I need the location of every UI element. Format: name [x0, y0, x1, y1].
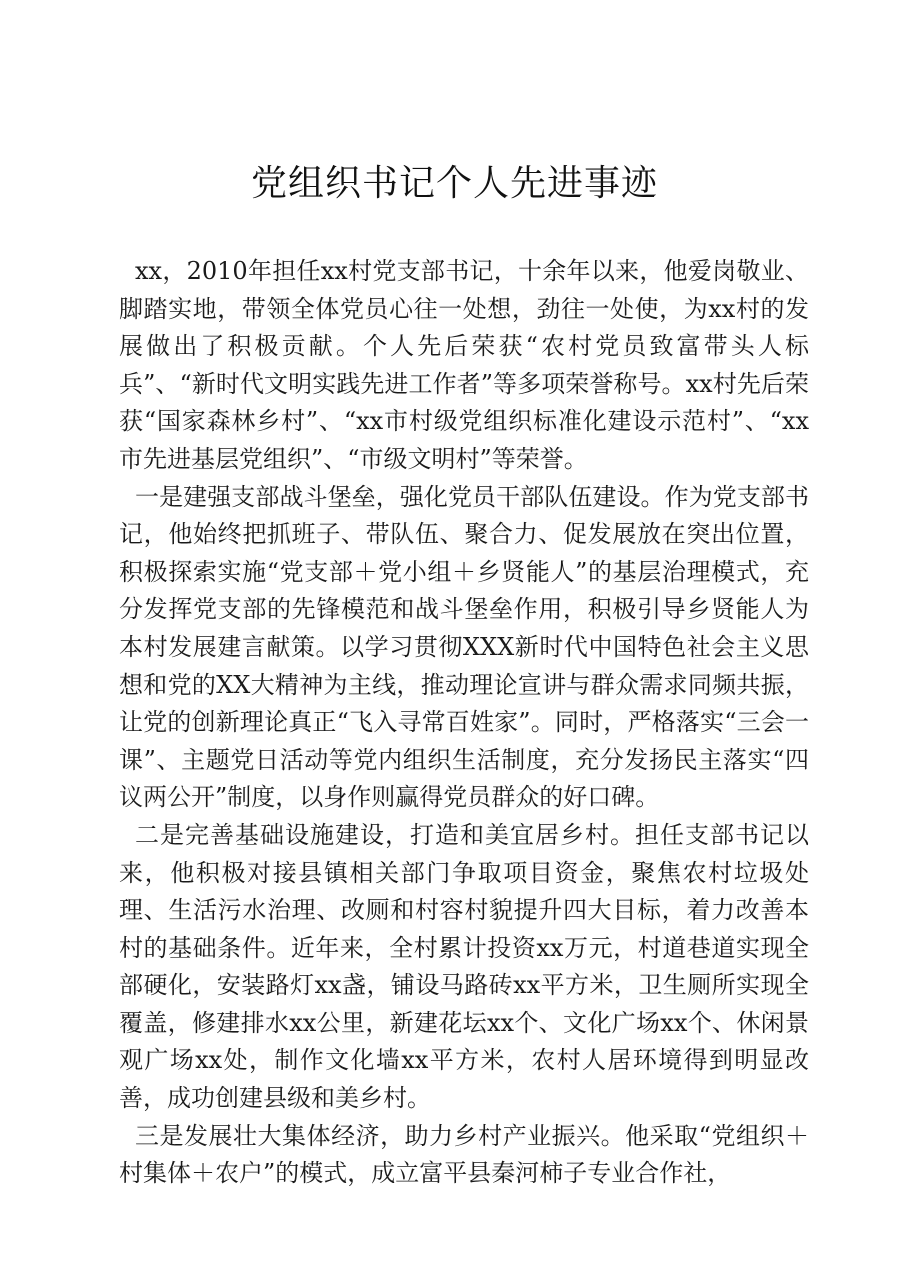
paragraph-infrastructure: 二是完善基础设施建设，打造和美宜居乡村。担任支部书记以来，他积极对接县镇相关部门争取项目资金，聚焦农村垃圾处理、生活污水治理、改厕和村容村貌提升四大目标，着力改善本村的基础条件。近年来，全村累计投资xx万元，村道巷道实现全部硬化，安装路灯xx盏，铺设马路砖xx平方米，卫生厕所实现全覆盖，修建排水xx公里，新建花坛xx个、文化广场xx个、休闲景观广场xx处，制作文化墙xx平方米，农村人居环境得到明显改善，成功创建县级和美乡村。 — [119, 820, 809, 1113]
document-body — [119, 253, 809, 1193]
document-title: 党组织书记个人先进事迹 — [250, 163, 658, 204]
paragraph-party-branch: 一是建强支部战斗堡垒，强化党员干部队伍建设。作为党支部书记，他始终把抓班子、带队伍、聚合力、促发展放在突出位置，积极探索实施“党支部＋党小组＋乡贤能人”的基层治理模式，充分发挥党支部的先锋模范和战斗堡垒作用，积极引导乡贤能人为本村发展建言献策。以学习贯彻XXX新时代中国特色社会主义思想和党的XX大精神为主线，推动理论宣讲与群众需求同频共振，让党的创新理论真正“飞入寻常百姓家”。同时，严格落实“三会一课”、主题党日活动等党内组织生活制度，充分发扬民主落实“四议两公开”制度，以身作则赢得党员群众的好口碑。 — [119, 482, 809, 812]
paragraph-intro: xx，2010年担任xx村党支部书记，十余年以来，他爱岗敬业、脚踏实地，带领全体党员心往一处想，劲往一处使，为xx村的发展做出了积极贡献。个人先后荣获“农村党员致富带头人标兵”、“新时代文明实践先进工作者”等多项荣誉称号。xx村先后荣获“国家森林乡村”、“xx市村级党组织标准化建设示范村”、“xx市先进基层党组织”、“市级文明村”等荣誉。 — [119, 257, 809, 473]
paragraph-collective-economy: 三是发展壮大集体经济，助力乡村产业振兴。他采取“党组织＋村集体＋农户”的模式，成立富平县秦河柿子专业合作社， — [119, 1121, 809, 1188]
